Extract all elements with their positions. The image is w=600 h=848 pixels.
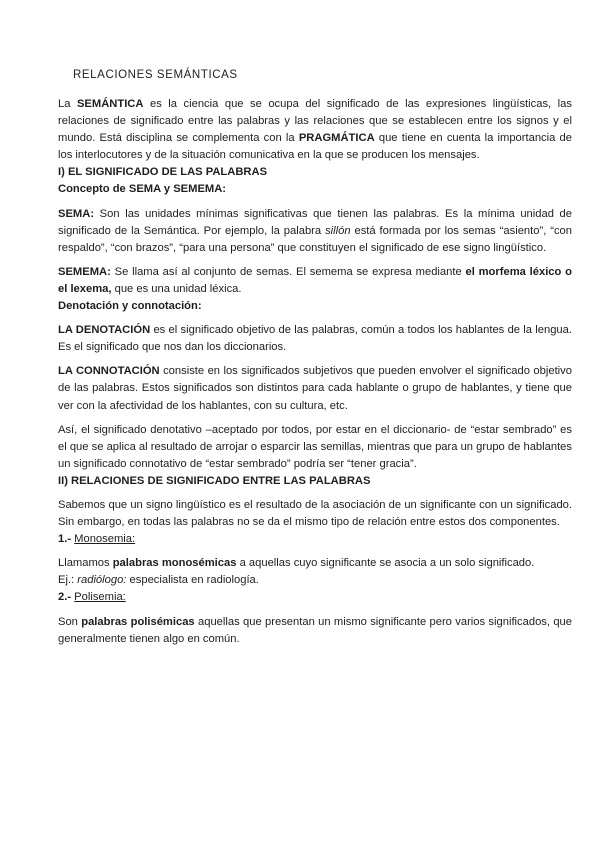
monosemia-heading [58,531,572,548]
term-semantica: SEMÁNTICA [76,98,144,110]
sema-paragraph [58,206,572,257]
denotacion-paragraph [58,322,572,356]
document-body [58,96,572,648]
term-semema: SEMEMA: [58,265,111,278]
intro-text-2: es la ciencia que se ocupa del significado de las expresiones lingüísticas, las relaciones de significado entre las palabras y las relaciones que se establecen entre los signos y el mundo. Está disciplina se complementa con la [58,98,572,145]
polisemia-text-2: aquellas que presentan un mismo significante pero varios significados, que generalmente tienen algo en común. [58,615,573,645]
term-connotacion: LA CONNOTACIÓN [58,365,160,378]
connotacion-text: consiste en los significados subjetivos que pueden envolver el significado objetivo de las palabras. Estos significados son distintos para cada hablante o grupo de hablantes, y tiene que ver con la afectividad de los hablantes, con su cultura, etc. [58,365,572,412]
example-prefix: Ej.: [58,574,78,587]
connotacion-paragraph [58,363,572,414]
sema-text-1: Son las unidades mínimas significativas que tienen las palabras. Es la mínima unidad de significado de la Semántica. Por ejemplo, la palabra [58,207,572,237]
example-radiologo: radiólogo: [77,574,127,587]
document-title: RELACIONES SEMÁNTICAS [73,69,238,81]
monosemia-text-2: a aquellas cuyo significante se asocia a un solo significado. [236,557,535,570]
polisemia-text-1: Son [58,615,82,628]
denotacion-heading: Denotación y connotación: [58,300,202,313]
monosemia-text-1: Llamamos [58,557,113,570]
monosemia-paragraph [58,555,572,572]
denotacion-text: es el significado objetivo de las palabras, común a todos los hablantes de la lengua. Es el significado que nos dan los diccionarios. [58,324,572,354]
monosemia-number: 1.- [58,533,72,546]
semema-text-2: que es una unidad léxica. [111,282,242,295]
term-denotacion: LA DENOTACIÓN [58,324,151,337]
intro-text-3: que tiene en cuenta la importancia de los interlocutores y de la situación comunicativa en la que se producen los mensajes. [58,132,572,162]
monosemia-label: Monosemia: [74,533,136,546]
section-2-heading: II) RELACIONES DE SIGNIFICADO ENTRE LAS PALABRAS [58,474,371,487]
section-1-heading: I) EL SIGNIFICADO DE LAS PALABRAS [58,166,268,179]
monosemia-example [58,572,572,589]
polisemia-number: 2.- [58,591,72,604]
polisemia-heading [58,589,572,606]
term-palabras-polisemicas: palabras polisémicas [81,615,195,628]
ejemplo-paragraph: Así, el significado denotativo –aceptado por todos, por estar en el diccionario- de “estar sembrado” es el que se aplica al resultado de arrojar o esparcir las semillas, mientras que para un grupo de hablantes un significado connotativo de “estar sembrado” podría ser “tener gracia”. [58,423,572,470]
term-sema: SEMA: [58,207,95,220]
polisemia-label: Polisemia: [74,591,126,604]
polisemia-paragraph [58,614,572,648]
intro-paragraph [58,96,572,164]
example-definition: especialista en radiología. [126,574,259,587]
semema-text-1: Se llama así al conjunto de semas. El semema se expresa mediante [110,265,466,278]
term-pragmatica: PRAGMÁTICA [298,132,375,145]
intro-text-1: La [58,98,77,110]
semema-paragraph [58,264,572,298]
section-2-intro: Sabemos que un signo lingüístico es el resultado de la asociación de un significante con un significado. Sin embargo, en todas las palabras no se da el mismo tipo de relación entre estos dos componentes. [58,498,572,529]
sema-heading: Concepto de SEMA y SEMEMA: [58,183,227,196]
example-sillon: sillón [325,224,351,237]
sema-text-2: está formada por los semas “asiento”, “con respaldo”, “con brazos”, “para una persona” que constituyen el significado de ese signo lingüístico. [58,224,572,254]
term-palabras-monosemicas: palabras monosémicas [112,557,237,570]
term-morfema-lexico: el morfema léxico o el lexema, [58,265,572,295]
